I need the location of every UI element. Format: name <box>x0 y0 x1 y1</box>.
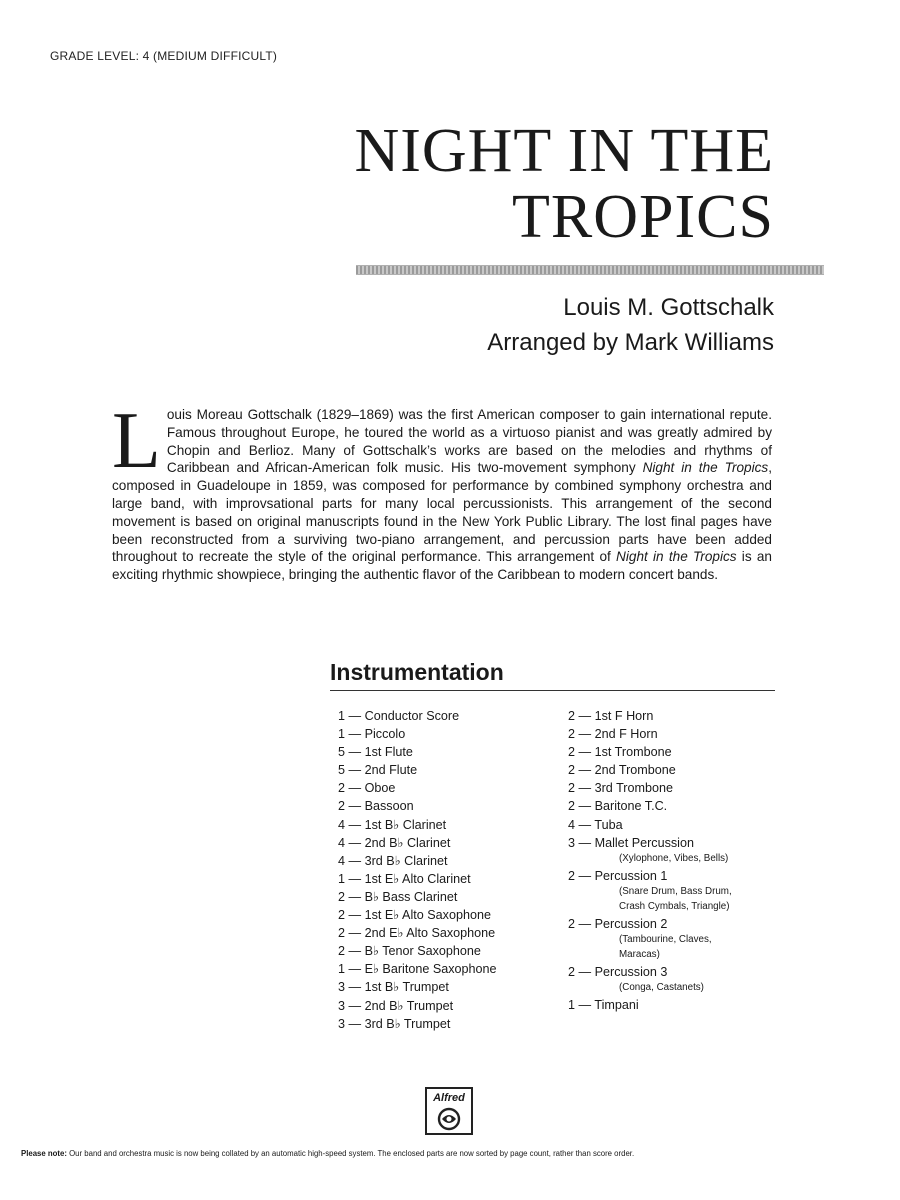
instrument-item <box>568 834 732 865</box>
instrument-item <box>338 852 497 870</box>
instrument-item <box>338 816 497 834</box>
instrument-item <box>338 997 497 1015</box>
drop-cap: L <box>112 397 161 485</box>
instrument-detail: Crash Cymbals, Triangle) <box>619 900 730 912</box>
title-divider <box>356 265 824 275</box>
instrument-item <box>568 797 732 815</box>
instrument-detail: (Tambourine, Claves, <box>619 933 712 945</box>
bio-title-italic-1: Night in the Tropics <box>642 460 769 476</box>
instrument-label: 2 — 1st E♭ Alto Saxophone <box>338 908 491 923</box>
instrument-label: 1 — 1st E♭ Alto Clarinet <box>338 871 471 886</box>
instrument-item <box>338 960 497 978</box>
instrument-list-left <box>338 707 497 1033</box>
instrument-label: 2 — Oboe <box>338 781 396 796</box>
instrument-label: 4 — 3rd B♭ Clarinet <box>338 853 448 868</box>
instrument-detail: (Xylophone, Vibes, Bells) <box>619 852 729 864</box>
instrument-list-right <box>568 707 732 1014</box>
instrument-label: 3 — Mallet Percussion <box>568 835 694 850</box>
instrument-label: 4 — 2nd B♭ Clarinet <box>338 835 451 850</box>
instrument-item <box>338 707 497 725</box>
instrument-item <box>338 761 497 779</box>
composer: Louis M. Gottschalk <box>563 294 774 321</box>
instrument-item <box>338 743 497 761</box>
instrument-detail: Maracas) <box>619 948 660 960</box>
instrument-label: 5 — 2nd Flute <box>338 763 418 778</box>
instrument-item <box>568 743 732 761</box>
instrument-item <box>338 797 497 815</box>
instrument-item <box>568 915 732 961</box>
instrument-label: 3 — 1st B♭ Trumpet <box>338 980 449 995</box>
instrument-item <box>568 816 732 834</box>
instrument-item <box>568 867 732 913</box>
instrument-item <box>568 707 732 725</box>
publisher-logo <box>425 1087 473 1135</box>
instrument-label: 2 — 3rd Trombone <box>568 781 673 796</box>
composer-bio <box>112 397 772 584</box>
instrument-item <box>568 779 732 797</box>
instrument-item <box>568 963 732 994</box>
instrument-label: 2 — Baritone T.C. <box>568 799 668 814</box>
instrument-label: 2 — 1st Trombone <box>568 745 672 760</box>
page-title <box>354 118 774 250</box>
instrument-label: 1 — Piccolo <box>338 727 406 742</box>
note-label: Please note: <box>21 1149 67 1158</box>
instrument-detail: (Conga, Castanets) <box>619 982 704 994</box>
title-line-2: TROPICS <box>512 183 774 251</box>
instrument-item <box>338 906 497 924</box>
instrument-item <box>568 761 732 779</box>
credits <box>487 290 774 360</box>
bio-part-3: is an exciting rhythmic showpiece, bringing the authentic flavor of the Caribbean to modern concert bands. <box>112 549 772 583</box>
instrument-item <box>338 978 497 996</box>
instrument-label: 4 — 1st B♭ Clarinet <box>338 817 447 832</box>
instrument-label: 2 — 2nd F Horn <box>568 727 658 742</box>
bio-title-italic-2: Night in the Tropics <box>616 549 737 565</box>
instrument-detail: (Snare Drum, Bass Drum, <box>619 885 732 897</box>
instrument-label: 2 — Percussion 2 <box>568 916 668 931</box>
instrument-item <box>338 1015 497 1033</box>
instrument-label: 2 — 2nd E♭ Alto Saxophone <box>338 926 496 941</box>
arranger: Arranged by Mark Williams <box>487 329 774 356</box>
instrument-item <box>338 942 497 960</box>
instrument-label: 2 — Percussion 3 <box>568 964 668 979</box>
bio-part-2: , composed in Guadeloupe in 1859, was composed for performance by combined symphony orchestra and large band, with improvsational parts for many local percussionists. This arrangement of the second movement is based on original manuscripts found in the New York Public Library. The lost final pages have been reconstructed from a surviving two-piano arrangement, and percussion parts have been added throughout to recreate the style of the original performance. This arrangement of <box>112 460 772 565</box>
alfred-logo-icon <box>434 1106 464 1132</box>
instrument-label: 2 — Percussion 1 <box>568 868 668 883</box>
instrument-label: 4 — Tuba <box>568 817 623 832</box>
instrumentation-divider <box>330 690 775 691</box>
instrument-label: 1 — Conductor Score <box>338 709 460 723</box>
logo-text: Alfred <box>433 1092 465 1104</box>
footer-note <box>21 1148 881 1159</box>
bio-part-1: ouis Moreau Gottschalk (1829–1869) was the first American composer to gain international repute. Famous throughout Europe, he toured the world as a virtuoso pianist and was greatly admired by Chopin and Berlioz. Many of Gottschalk’s works are based on the melodies and rhythms of Caribbean and African-American folk music. His two-movement symphony <box>166 407 772 476</box>
instrument-label: 1 — Timpani <box>568 998 639 1013</box>
instrument-label: 2 — 2nd Trombone <box>568 763 676 778</box>
instrument-item <box>568 725 732 743</box>
instrument-label: 2 — B♭ Tenor Saxophone <box>338 944 481 959</box>
instrument-label: 3 — 2nd B♭ Trumpet <box>338 998 454 1013</box>
grade-level: GRADE LEVEL: 4 (MEDIUM DIFFICULT) <box>50 49 278 63</box>
instrument-label: 2 — 1st F Horn <box>568 709 654 723</box>
instrument-label: 1 — E♭ Baritone Saxophone <box>338 962 497 977</box>
instrument-item <box>338 725 497 743</box>
note-text: Our band and orchestra music is now being collated by an automatic high-speed system. The enclosed parts are now sorted by page count, rather than score order. <box>66 1149 635 1158</box>
instrument-item <box>338 870 497 888</box>
instrument-item <box>568 996 732 1014</box>
title-line-1: NIGHT IN THE <box>354 117 774 185</box>
instrument-label: 2 — Bassoon <box>338 799 414 814</box>
instrument-item <box>338 834 497 852</box>
instrument-item <box>338 924 497 942</box>
instrument-label: 2 — B♭ Bass Clarinet <box>338 889 458 904</box>
instrumentation-heading: Instrumentation <box>330 659 504 685</box>
instrument-label: 5 — 1st Flute <box>338 745 413 760</box>
instrument-item <box>338 779 497 797</box>
instrument-label: 3 — 3rd B♭ Trumpet <box>338 1016 451 1031</box>
instrument-item <box>338 888 497 906</box>
